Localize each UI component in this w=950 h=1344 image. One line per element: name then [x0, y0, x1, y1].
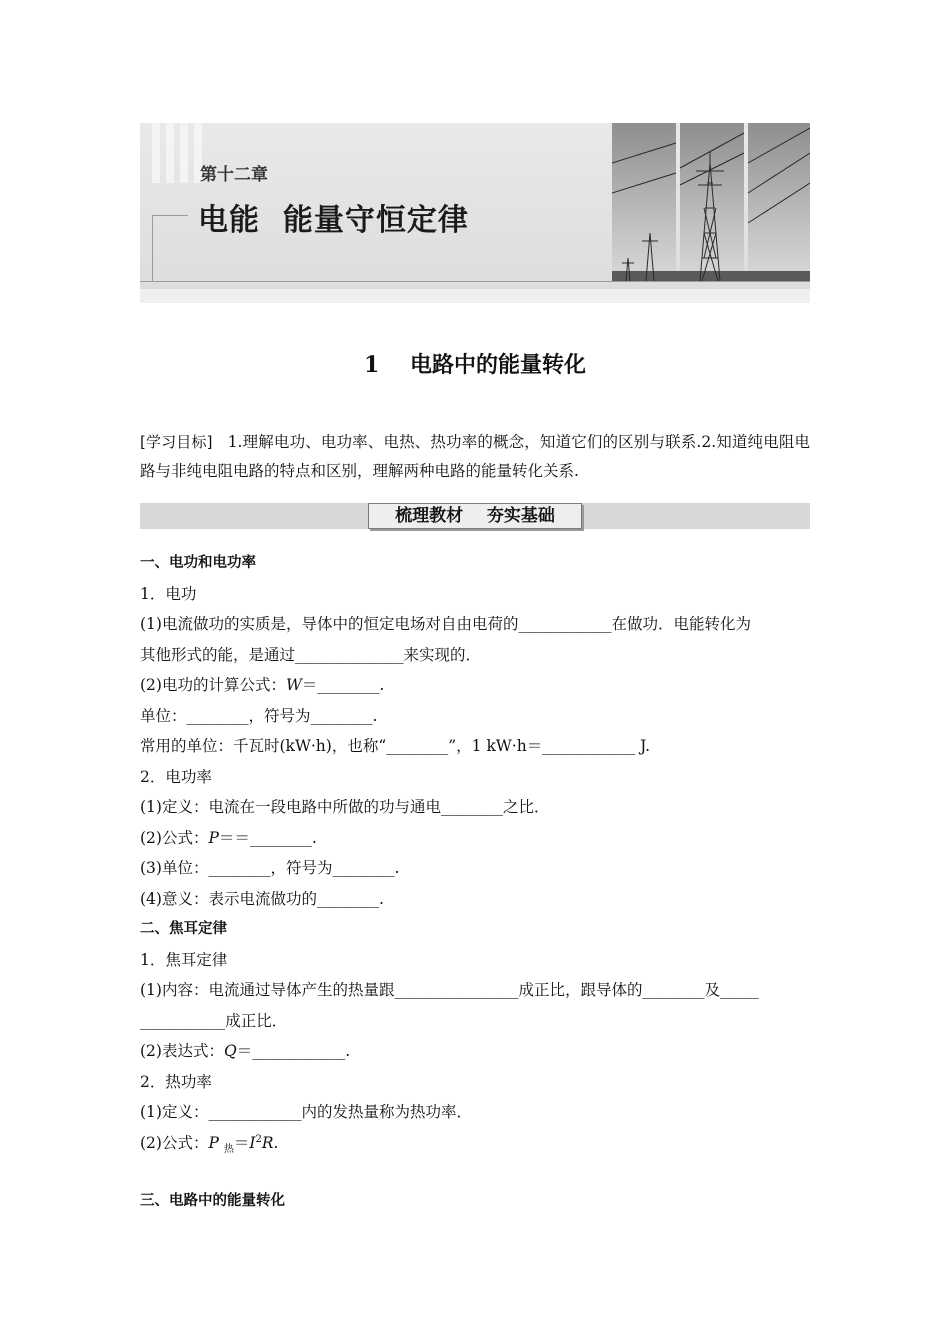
variable: I: [249, 1133, 256, 1152]
text-line: (1)定义：电流在一段电路中所做的功与通电________之比．: [140, 798, 550, 816]
text-span: ＝: [233, 1133, 250, 1152]
text-span: ＝____________.: [236, 1042, 351, 1060]
text-line: [140, 1036, 810, 1067]
banner-base: [140, 289, 810, 303]
objective-label: [学习目标]: [140, 433, 213, 451]
section-bar-label: 梳理教材 夯实基础: [368, 503, 582, 529]
heading-electric-work: 一、电功和电功率: [140, 555, 256, 571]
text-line: (1)内容：电流通过导体产生的热量跟________________成正比，跟导体的________及_____: [140, 981, 759, 999]
text-span: ＝________.: [301, 676, 385, 694]
subheading-joule-law: 1．焦耳定律: [140, 950, 228, 969]
section-bar: [140, 503, 810, 529]
heading-energy-conversion: 三、电路中的能量转化: [140, 1193, 285, 1209]
subheading-electric-power: 2．电功率: [140, 767, 212, 786]
banner-rule: [140, 281, 810, 282]
variable: P: [208, 1133, 219, 1152]
subheading-electric-work: 1．电功: [140, 584, 197, 603]
text-span: (2)公式：: [140, 828, 209, 847]
text-line: ___________成正比．: [140, 1011, 288, 1030]
section-title: [0, 348, 950, 379]
objective-text: 1.理解电功、电功率、电热、热功率的概念，知道它们的区别与联系.2.知道纯电阻电路与非纯电阻电路的特点和区别，理解两种电路的能量转化关系.: [140, 433, 810, 480]
section-number: 1: [364, 352, 380, 378]
text-line: (3)单位：________，符号为________.: [140, 859, 400, 877]
formula-line: [140, 1128, 810, 1159]
section-title-text: 电路中的能量转化: [409, 353, 586, 378]
variable: W: [285, 676, 302, 694]
text-line: 其他形式的能，是通过______________来实现的．: [140, 645, 482, 664]
text-span: (2)表达式：: [140, 1042, 224, 1060]
text-span: (2)电功的计算公式：: [140, 676, 286, 694]
banner-rule-vertical: [152, 215, 153, 281]
text-line: (1)定义：____________内的发热量称为热功率．: [140, 1103, 472, 1121]
text-line: [140, 823, 810, 854]
text-line: 单位：________，符号为________.: [140, 706, 378, 725]
learning-objectives: [140, 428, 810, 486]
chapter-banner: [140, 123, 810, 303]
text-span: ＝＝________.: [218, 828, 317, 847]
spacer: [140, 1158, 810, 1186]
text-line: [140, 670, 810, 701]
text-span: (2)公式：: [140, 1133, 209, 1152]
chapter-title: 电能 能量守恒定律: [198, 203, 469, 238]
text-line: 常用的单位：千瓦时(kW·h)，也称“________”，1 kW·h＝____________ J.: [140, 737, 651, 755]
main-content: [140, 548, 810, 1217]
variable: P: [208, 828, 219, 847]
subscript: 热: [223, 1143, 234, 1155]
banner-rule-short: [152, 215, 188, 216]
variable: Q: [223, 1042, 237, 1060]
superscript: 2: [255, 1133, 262, 1145]
heading-joule-law: 二、焦耳定律: [140, 921, 227, 937]
variable: R: [261, 1133, 274, 1152]
chapter-label: 第十二章: [200, 165, 268, 185]
text-span: .: [273, 1133, 279, 1152]
text-line: (4)意义：表示电流做功的________.: [140, 889, 384, 908]
power-tower-photos: [612, 123, 810, 281]
banner-stripes: [152, 123, 202, 283]
subheading-heat-power: 2．热功率: [140, 1072, 212, 1091]
text-line: (1)电流做功的实质是，导体中的恒定电场对自由电荷的____________在做功．电能转化为: [140, 615, 751, 633]
